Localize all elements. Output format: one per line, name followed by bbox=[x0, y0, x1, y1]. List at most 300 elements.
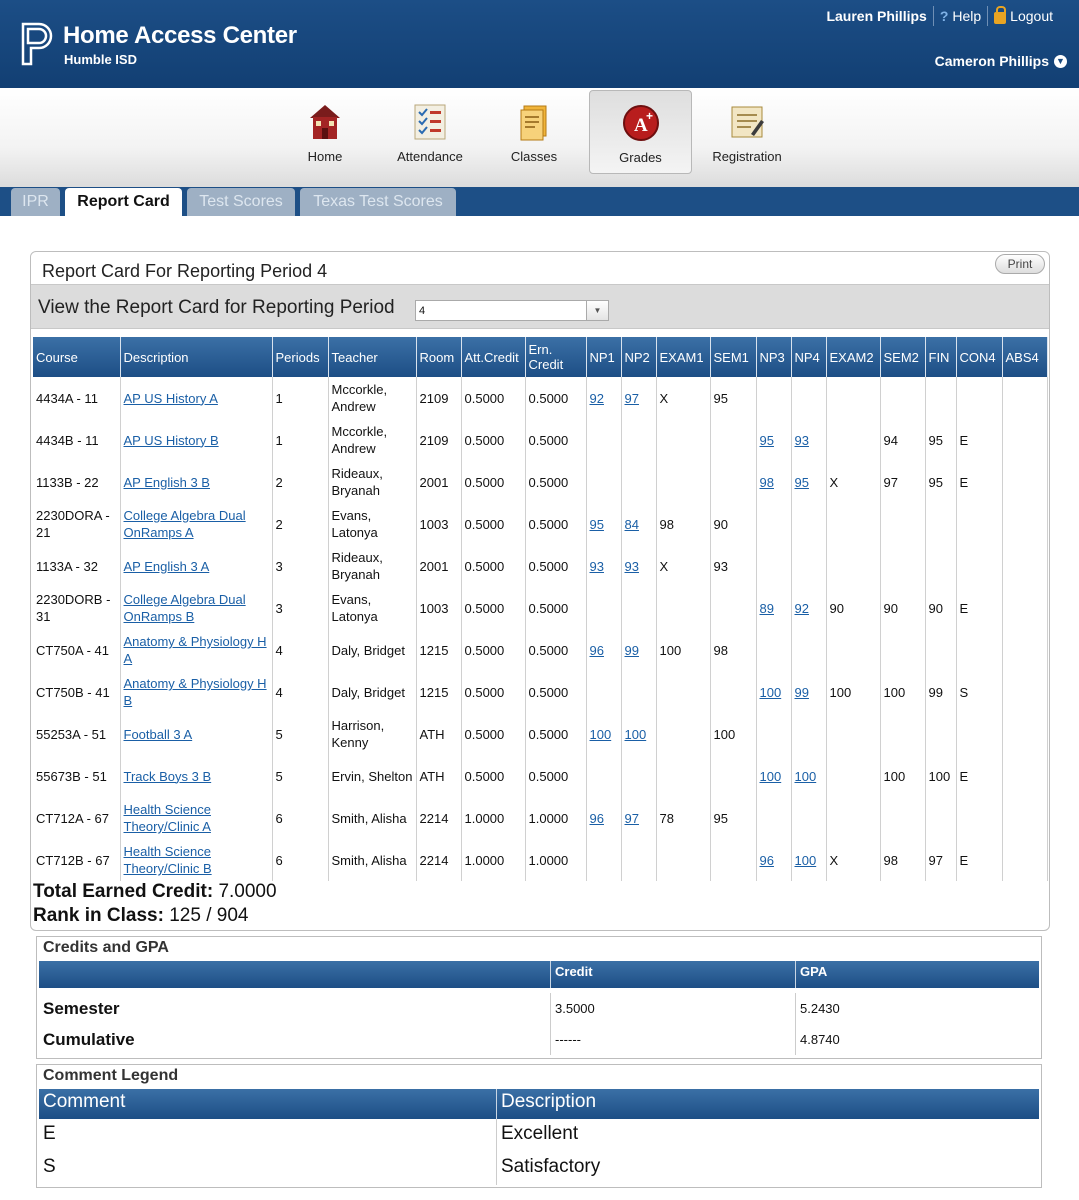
cell-period: 6 bbox=[272, 839, 328, 881]
cell-exam1 bbox=[656, 755, 710, 797]
cell-desc bbox=[120, 545, 272, 587]
total-earned-credit: Total Earned Credit: 7.0000 bbox=[33, 881, 277, 902]
report-card-panel bbox=[30, 251, 1050, 931]
credits-gpa-title: Credits and GPA bbox=[43, 939, 169, 956]
user-name: Lauren Phillips bbox=[826, 8, 927, 24]
cell-sem2: 90 bbox=[880, 587, 925, 629]
grade-link[interactable]: 93 bbox=[624, 558, 639, 574]
cell-np1 bbox=[586, 587, 621, 629]
cell-att: 0.5000 bbox=[461, 461, 525, 503]
cell-sem1: 95 bbox=[710, 377, 756, 419]
cell-abs4 bbox=[1002, 839, 1047, 881]
cell-np1 bbox=[586, 461, 621, 503]
cell-np1 bbox=[586, 545, 621, 587]
nav-attendance[interactable]: Attendance bbox=[392, 88, 468, 176]
col-header: Ern. Credit bbox=[525, 337, 586, 377]
col-header: Att.Credit bbox=[461, 337, 525, 377]
cell-exam2 bbox=[826, 755, 880, 797]
nav-registration[interactable]: Registration bbox=[708, 88, 786, 176]
cell-ern: 0.5000 bbox=[525, 713, 586, 755]
course-link[interactable]: Track Boys 3 B bbox=[123, 768, 212, 784]
home-icon bbox=[305, 102, 345, 142]
cell-exam1: X bbox=[656, 545, 710, 587]
cell-np1 bbox=[586, 755, 621, 797]
table-row bbox=[33, 629, 1047, 671]
cell-exam2 bbox=[826, 797, 880, 839]
cell-sem2 bbox=[880, 629, 925, 671]
table-row bbox=[33, 839, 1047, 881]
grade-link[interactable]: 100 bbox=[759, 768, 782, 784]
cell-np1 bbox=[586, 503, 621, 545]
table-row bbox=[33, 671, 1047, 713]
table-row bbox=[33, 419, 1047, 461]
cell-con4 bbox=[956, 797, 1002, 839]
cell-np3 bbox=[756, 503, 791, 545]
cell-abs4 bbox=[1002, 629, 1047, 671]
cell-np1 bbox=[586, 671, 621, 713]
table-header-row bbox=[33, 337, 1047, 377]
cell-exam1 bbox=[656, 713, 710, 755]
cell-sem1 bbox=[710, 671, 756, 713]
credits-gpa-box bbox=[36, 936, 1042, 1059]
cell-desc bbox=[120, 629, 272, 671]
cell-period: 4 bbox=[272, 629, 328, 671]
col-header: NP1 bbox=[586, 337, 621, 377]
cell-exam1: 78 bbox=[656, 797, 710, 839]
col-header: ABS4 bbox=[1002, 337, 1047, 377]
cell-abs4 bbox=[1002, 419, 1047, 461]
cell-desc bbox=[120, 461, 272, 503]
cell-np3 bbox=[756, 419, 791, 461]
course-link[interactable]: AP English 3 A bbox=[123, 558, 210, 574]
col-header: Course bbox=[33, 337, 120, 377]
col-header: Description bbox=[120, 337, 272, 377]
cell-ern: 0.5000 bbox=[525, 503, 586, 545]
table-row bbox=[33, 503, 1047, 545]
cell-np3 bbox=[756, 545, 791, 587]
cell-fin: 95 bbox=[925, 461, 956, 503]
cell-att: 0.5000 bbox=[461, 419, 525, 461]
cell-abs4 bbox=[1002, 503, 1047, 545]
app-title: Home Access Center bbox=[63, 22, 297, 49]
cell-course: 1133B - 22 bbox=[33, 461, 120, 503]
col-description: Description bbox=[501, 1091, 597, 1112]
cell-period: 5 bbox=[272, 755, 328, 797]
cell-sem1: 95 bbox=[710, 797, 756, 839]
cell-course: 55673B - 51 bbox=[33, 755, 120, 797]
grade-link[interactable]: 100 bbox=[759, 684, 782, 700]
cell-teacher: Mccorkle, Andrew bbox=[328, 377, 416, 419]
cell-fin: 97 bbox=[925, 839, 956, 881]
cell-ern: 0.5000 bbox=[525, 419, 586, 461]
district-name: Humble ISD bbox=[64, 52, 137, 67]
cell-np3 bbox=[756, 629, 791, 671]
cell-con4 bbox=[956, 545, 1002, 587]
col-header: FIN bbox=[925, 337, 956, 377]
cell-np2 bbox=[621, 671, 656, 713]
cell-course: 2230DORA - 21 bbox=[33, 503, 120, 545]
legend-row-s: S Satisfactory bbox=[39, 1152, 1039, 1185]
cell-course: CT750A - 41 bbox=[33, 629, 120, 671]
cell-room: 1215 bbox=[416, 671, 461, 713]
cell-desc bbox=[120, 755, 272, 797]
chevron-down-icon: ▼ bbox=[1054, 55, 1067, 68]
cell-sem1: 90 bbox=[710, 503, 756, 545]
cell-exam2 bbox=[826, 713, 880, 755]
cell-np1 bbox=[586, 713, 621, 755]
col-comment: Comment bbox=[39, 1089, 497, 1119]
cell-course: 1133A - 32 bbox=[33, 545, 120, 587]
col-header: SEM2 bbox=[880, 337, 925, 377]
cell-np4 bbox=[791, 587, 826, 629]
cell-abs4 bbox=[1002, 377, 1047, 419]
report-card-title: Report Card For Reporting Period 4 bbox=[42, 261, 328, 281]
cell-np2 bbox=[621, 629, 656, 671]
grade-link[interactable]: 100 bbox=[794, 852, 817, 868]
cell-desc bbox=[120, 671, 272, 713]
grade-link[interactable]: 100 bbox=[624, 726, 647, 742]
cell-att: 0.5000 bbox=[461, 545, 525, 587]
cell-sem2: 100 bbox=[880, 671, 925, 713]
cell-teacher: Daly, Bridget bbox=[328, 629, 416, 671]
nav-classes[interactable]: Classes bbox=[500, 88, 568, 176]
cell-sem2 bbox=[880, 797, 925, 839]
cell-np3 bbox=[756, 377, 791, 419]
grade-link[interactable]: 97 bbox=[624, 810, 639, 826]
cell-abs4 bbox=[1002, 797, 1047, 839]
cell-con4: E bbox=[956, 461, 1002, 503]
cell-np4 bbox=[791, 755, 826, 797]
cell-exam2 bbox=[826, 503, 880, 545]
comment-legend-title: Comment Legend bbox=[43, 1067, 179, 1084]
cell-np3 bbox=[756, 671, 791, 713]
cell-room: 2109 bbox=[416, 377, 461, 419]
subtab-bar bbox=[0, 187, 1079, 216]
cell-desc bbox=[120, 503, 272, 545]
col-header: Teacher bbox=[328, 337, 416, 377]
course-link[interactable]: Health Science Theory/Clinic B bbox=[123, 844, 212, 876]
cell-exam2 bbox=[826, 419, 880, 461]
cell-np1 bbox=[586, 419, 621, 461]
cell-sem1: 100 bbox=[710, 713, 756, 755]
cell-exam2 bbox=[826, 629, 880, 671]
course-link[interactable]: Football 3 A bbox=[123, 726, 193, 742]
cell-teacher: Rideaux, Bryanah bbox=[328, 461, 416, 503]
cell-fin bbox=[925, 545, 956, 587]
cell-att: 1.0000 bbox=[461, 797, 525, 839]
grade-link[interactable]: 100 bbox=[589, 726, 612, 742]
cell-desc bbox=[120, 713, 272, 755]
cell-desc bbox=[120, 419, 272, 461]
cell-np1 bbox=[586, 629, 621, 671]
cell-np3 bbox=[756, 839, 791, 881]
cell-teacher: Smith, Alisha bbox=[328, 797, 416, 839]
lock-icon bbox=[994, 12, 1006, 24]
print-button[interactable]: Print bbox=[995, 254, 1045, 274]
cell-fin bbox=[925, 503, 956, 545]
gpa-row-semester: Semester 3.5000 5.2430 bbox=[39, 993, 1039, 1024]
cell-room: 2214 bbox=[416, 839, 461, 881]
cell-teacher: Harrison, Kenny bbox=[328, 713, 416, 755]
course-link[interactable]: AP English 3 B bbox=[123, 474, 210, 490]
cell-np3 bbox=[756, 755, 791, 797]
grade-link[interactable]: 93 bbox=[794, 432, 809, 448]
cell-abs4 bbox=[1002, 461, 1047, 503]
grade-link[interactable]: 96 bbox=[589, 810, 604, 826]
cell-ern: 0.5000 bbox=[525, 377, 586, 419]
cell-ern: 0.5000 bbox=[525, 671, 586, 713]
tab-ipr[interactable]: IPR bbox=[11, 188, 60, 216]
table-row bbox=[33, 545, 1047, 587]
cell-con4 bbox=[956, 377, 1002, 419]
table-row bbox=[33, 587, 1047, 629]
top-links bbox=[826, 6, 1053, 26]
cell-room: 2109 bbox=[416, 419, 461, 461]
col-gpa: GPA bbox=[800, 964, 828, 979]
cell-course: 55253A - 51 bbox=[33, 713, 120, 755]
cell-exam1 bbox=[656, 419, 710, 461]
cell-teacher: Mccorkle, Andrew bbox=[328, 419, 416, 461]
cell-np2 bbox=[621, 503, 656, 545]
cell-abs4 bbox=[1002, 755, 1047, 797]
cell-att: 0.5000 bbox=[461, 755, 525, 797]
course-link[interactable]: AP US History A bbox=[123, 390, 218, 406]
cell-fin bbox=[925, 377, 956, 419]
cell-fin bbox=[925, 629, 956, 671]
col-header: EXAM1 bbox=[656, 337, 710, 377]
grade-link[interactable]: 96 bbox=[759, 852, 774, 868]
cell-fin bbox=[925, 797, 956, 839]
cell-exam2: X bbox=[826, 461, 880, 503]
cell-desc bbox=[120, 839, 272, 881]
report-card-table bbox=[33, 337, 1048, 881]
cell-exam2 bbox=[826, 545, 880, 587]
course-link[interactable]: Health Science Theory/Clinic A bbox=[123, 802, 211, 834]
cell-con4: E bbox=[956, 839, 1002, 881]
table-row bbox=[33, 377, 1047, 419]
cell-exam2 bbox=[826, 377, 880, 419]
cell-course: CT712A - 67 bbox=[33, 797, 120, 839]
cell-abs4 bbox=[1002, 545, 1047, 587]
cell-att: 0.5000 bbox=[461, 671, 525, 713]
col-header: CON4 bbox=[956, 337, 1002, 377]
cell-course: CT750B - 41 bbox=[33, 671, 120, 713]
cell-ern: 0.5000 bbox=[525, 755, 586, 797]
nav-grades[interactable]: A + Grades bbox=[589, 90, 692, 174]
dropdown-arrow-icon[interactable]: ▼ bbox=[586, 300, 609, 321]
table-row bbox=[33, 713, 1047, 755]
cell-exam2: X bbox=[826, 839, 880, 881]
logout-link[interactable]: Logout bbox=[994, 8, 1053, 24]
cell-np3 bbox=[756, 797, 791, 839]
course-link[interactable]: Anatomy & Physiology H B bbox=[123, 676, 267, 708]
help-icon: ? bbox=[939, 8, 949, 24]
cell-exam1: 98 bbox=[656, 503, 710, 545]
cell-teacher: Ervin, Shelton bbox=[328, 755, 416, 797]
grade-link[interactable]: 99 bbox=[624, 642, 639, 658]
hac-logo-icon bbox=[20, 22, 54, 66]
cell-ern: 0.5000 bbox=[525, 461, 586, 503]
app-header bbox=[0, 0, 1079, 88]
cell-np1 bbox=[586, 839, 621, 881]
cell-abs4 bbox=[1002, 713, 1047, 755]
tab-report-card[interactable]: Report Card bbox=[65, 188, 182, 216]
cell-ern: 0.5000 bbox=[525, 545, 586, 587]
cell-att: 0.5000 bbox=[461, 587, 525, 629]
course-link[interactable]: Anatomy & Physiology H A bbox=[123, 634, 267, 666]
svg-text:A: A bbox=[633, 115, 648, 136]
cell-np1 bbox=[586, 797, 621, 839]
cell-fin: 99 bbox=[925, 671, 956, 713]
cell-room: 2001 bbox=[416, 461, 461, 503]
cell-np2 bbox=[621, 587, 656, 629]
cell-sem2 bbox=[880, 545, 925, 587]
course-link[interactable]: AP US History B bbox=[123, 432, 219, 448]
cell-att: 1.0000 bbox=[461, 839, 525, 881]
help-link[interactable]: ? Help bbox=[939, 8, 982, 24]
cell-room: 2001 bbox=[416, 545, 461, 587]
cell-sem2 bbox=[880, 377, 925, 419]
grade-link[interactable]: 95 bbox=[589, 516, 604, 532]
grade-link[interactable]: 100 bbox=[794, 768, 817, 784]
grade-link[interactable]: 99 bbox=[794, 684, 809, 700]
cell-np1 bbox=[586, 377, 621, 419]
cell-exam2: 100 bbox=[826, 671, 880, 713]
cell-np4 bbox=[791, 629, 826, 671]
cell-exam1: X bbox=[656, 377, 710, 419]
col-credit: Credit bbox=[551, 961, 796, 988]
cell-exam1: 100 bbox=[656, 629, 710, 671]
cell-att: 0.5000 bbox=[461, 503, 525, 545]
cell-np2 bbox=[621, 377, 656, 419]
grade-link[interactable]: 95 bbox=[759, 432, 774, 448]
cell-np2 bbox=[621, 461, 656, 503]
cell-fin: 100 bbox=[925, 755, 956, 797]
cell-abs4 bbox=[1002, 671, 1047, 713]
table-row bbox=[33, 797, 1047, 839]
table-row bbox=[33, 461, 1047, 503]
cell-abs4 bbox=[1002, 587, 1047, 629]
cell-ern: 1.0000 bbox=[525, 797, 586, 839]
cell-con4: E bbox=[956, 419, 1002, 461]
comment-legend-box bbox=[36, 1064, 1042, 1188]
gpa-row-cumulative: Cumulative ------ 4.8740 bbox=[39, 1024, 1039, 1055]
grade-link[interactable]: 97 bbox=[624, 390, 639, 406]
cell-sem1 bbox=[710, 419, 756, 461]
cell-np3 bbox=[756, 461, 791, 503]
col-header: NP2 bbox=[621, 337, 656, 377]
cell-course: CT712B - 67 bbox=[33, 839, 120, 881]
cell-teacher: Evans, Latonya bbox=[328, 587, 416, 629]
cell-np4 bbox=[791, 377, 826, 419]
course-link[interactable]: College Algebra Dual OnRamps B bbox=[123, 592, 246, 624]
grade-link[interactable]: 95 bbox=[794, 474, 809, 490]
cell-teacher: Rideaux, Bryanah bbox=[328, 545, 416, 587]
cell-sem1 bbox=[710, 587, 756, 629]
table-row bbox=[33, 755, 1047, 797]
cell-con4 bbox=[956, 629, 1002, 671]
cell-period: 2 bbox=[272, 461, 328, 503]
cell-desc bbox=[120, 587, 272, 629]
cell-exam1 bbox=[656, 587, 710, 629]
cell-sem1: 98 bbox=[710, 629, 756, 671]
cell-con4: E bbox=[956, 587, 1002, 629]
cell-sem1 bbox=[710, 755, 756, 797]
cell-fin bbox=[925, 713, 956, 755]
cell-np4 bbox=[791, 839, 826, 881]
registration-icon bbox=[727, 102, 767, 142]
cell-period: 2 bbox=[272, 503, 328, 545]
period-select[interactable]: 4 bbox=[415, 300, 609, 321]
grade-link[interactable]: 96 bbox=[589, 642, 604, 658]
classes-icon bbox=[514, 102, 554, 142]
student-selector[interactable]: Cameron Phillips ▼ bbox=[935, 53, 1067, 69]
cell-teacher: Evans, Latonya bbox=[328, 503, 416, 545]
cell-sem2 bbox=[880, 503, 925, 545]
nav-home[interactable]: Home bbox=[290, 88, 360, 176]
cell-np3 bbox=[756, 587, 791, 629]
cell-con4 bbox=[956, 503, 1002, 545]
col-header: Room bbox=[416, 337, 461, 377]
main-nav bbox=[0, 88, 1079, 187]
cell-room: 1003 bbox=[416, 503, 461, 545]
cell-period: 4 bbox=[272, 671, 328, 713]
cell-room: 1003 bbox=[416, 587, 461, 629]
cell-period: 5 bbox=[272, 713, 328, 755]
attendance-icon bbox=[410, 102, 450, 142]
cell-sem2 bbox=[880, 713, 925, 755]
cell-room: ATH bbox=[416, 713, 461, 755]
cell-fin: 95 bbox=[925, 419, 956, 461]
cell-exam1 bbox=[656, 839, 710, 881]
cell-period: 1 bbox=[272, 419, 328, 461]
col-header: NP4 bbox=[791, 337, 826, 377]
cell-period: 6 bbox=[272, 797, 328, 839]
cell-np2 bbox=[621, 545, 656, 587]
grade-link[interactable]: 92 bbox=[794, 600, 809, 616]
cell-np2 bbox=[621, 419, 656, 461]
cell-sem1 bbox=[710, 461, 756, 503]
grade-link[interactable]: 92 bbox=[589, 390, 604, 406]
course-link[interactable]: College Algebra Dual OnRamps A bbox=[123, 508, 246, 540]
cell-period: 1 bbox=[272, 377, 328, 419]
cell-room: 1215 bbox=[416, 629, 461, 671]
cell-teacher: Daly, Bridget bbox=[328, 671, 416, 713]
svg-text:+: + bbox=[645, 109, 653, 123]
tab-test-scores[interactable]: Test Scores bbox=[187, 188, 295, 216]
cell-np4 bbox=[791, 545, 826, 587]
tab-texas-test-scores[interactable]: Texas Test Scores bbox=[300, 188, 456, 216]
col-header: EXAM2 bbox=[826, 337, 880, 377]
cell-sem2: 98 bbox=[880, 839, 925, 881]
cell-np2 bbox=[621, 755, 656, 797]
grade-link[interactable]: 93 bbox=[589, 558, 604, 574]
cell-np4 bbox=[791, 503, 826, 545]
cell-desc bbox=[120, 797, 272, 839]
cell-np2 bbox=[621, 797, 656, 839]
grade-link[interactable]: 89 bbox=[759, 600, 774, 616]
grade-link[interactable]: 98 bbox=[759, 474, 774, 490]
grade-link[interactable]: 84 bbox=[624, 516, 639, 532]
cell-fin: 90 bbox=[925, 587, 956, 629]
cell-np4 bbox=[791, 419, 826, 461]
cell-att: 0.5000 bbox=[461, 377, 525, 419]
col-header: Periods bbox=[272, 337, 328, 377]
cell-con4: E bbox=[956, 755, 1002, 797]
cell-ern: 0.5000 bbox=[525, 587, 586, 629]
rank-in-class: Rank in Class: 125 / 904 bbox=[33, 905, 249, 926]
cell-exam2: 90 bbox=[826, 587, 880, 629]
